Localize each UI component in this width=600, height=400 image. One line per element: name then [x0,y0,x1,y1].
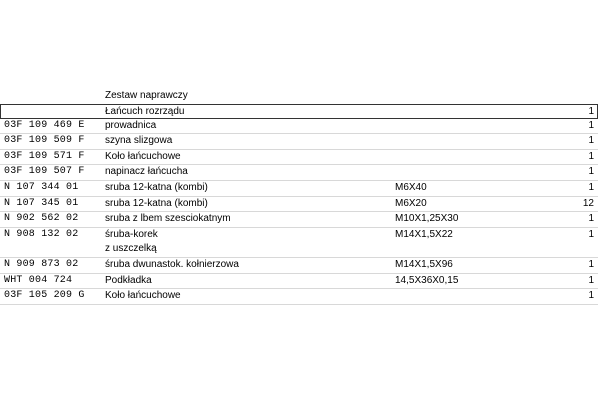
part-description: z uszczelką [105,243,157,255]
table-row[interactable] [0,274,598,290]
table-row[interactable] [0,289,598,305]
group-row[interactable] [0,104,598,119]
part-quantity: 1 [588,150,594,162]
table-row[interactable] [0,212,598,228]
part-description: Koło łańcuchowe [105,150,181,162]
part-description: szyna slizgowa [105,135,173,147]
part-number: 03F 109 469 E [4,119,85,131]
part-quantity: 1 [588,135,594,147]
part-spec: 14,5X36X0,15 [395,274,459,286]
part-number: N 107 345 01 [4,197,79,209]
part-quantity: 1 [588,274,594,286]
table-row[interactable] [0,165,598,181]
part-number: N 107 344 01 [4,181,79,193]
part-quantity: 1 [588,166,594,178]
table-row-continuation[interactable] [0,242,598,258]
part-number: N 902 562 02 [4,213,79,225]
part-spec: M6X20 [395,197,427,209]
part-description: śruba-korek [105,228,158,240]
part-description: Podkładka [105,274,152,286]
table-row[interactable] [0,134,598,150]
part-description: sruba 12-katna (kombi) [105,197,208,209]
part-description: Koło łańcuchowe [105,290,181,302]
part-description: prowadnica [105,119,157,131]
part-description: sruba z lbem szesciokatnym [105,213,231,225]
part-spec: M14X1,5X96 [395,258,453,270]
part-quantity: 1 [588,181,594,193]
table-row[interactable] [0,197,598,213]
table-row[interactable] [0,181,598,197]
part-number: 03F 109 507 F [4,166,85,178]
header-row [0,89,598,104]
part-spec: M6X40 [395,181,427,193]
part-number: WHT 004 724 [4,274,73,286]
part-quantity: 1 [588,258,594,270]
part-description: napinacz łańcucha [105,166,188,178]
group-description: Łańcuch rozrządu [105,105,185,117]
table-row[interactable] [0,258,598,274]
part-quantity: 1 [588,119,594,131]
part-description: sruba 12-katna (kombi) [105,181,208,193]
part-spec: M14X1,5X22 [395,228,453,240]
part-number: N 908 132 02 [4,228,79,240]
part-number: 03F 105 209 G [4,290,85,302]
part-spec: M10X1,25X30 [395,213,459,225]
part-quantity: 12 [582,197,594,209]
table-row[interactable] [0,228,598,243]
kit-title: Zestaw naprawczy [105,90,188,101]
part-quantity: 1 [588,290,594,302]
part-quantity: 1 [588,228,594,240]
part-number: 03F 109 509 F [4,135,85,147]
table-row[interactable] [0,119,598,135]
part-number: 03F 109 571 F [4,150,85,162]
table-row[interactable] [0,150,598,166]
part-description: śruba dwunastok. kołnierzowa [105,258,239,270]
part-quantity: 1 [588,213,594,225]
parts-table [0,89,598,305]
group-quantity: 1 [588,105,594,117]
part-number: N 909 873 02 [4,258,79,270]
